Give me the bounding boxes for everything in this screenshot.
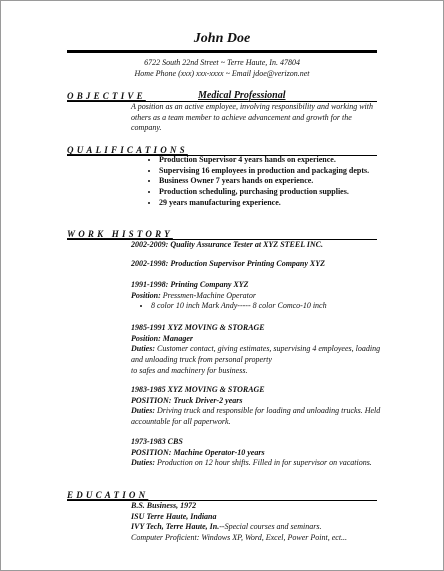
education-block [131,501,391,543]
work-history-heading: WORK HISTORY [67,229,173,239]
job-duties: Duties: Customer contact, giving estimates, supervising 4 employees, loading and unloading truck from personal property [131,344,381,365]
job-bullets [131,301,391,312]
education-school: ISU Terre Haute, Indiana [131,511,217,521]
job-bullet: • 8 color 10 inch Mark Andy----- 8 color Comco-10 inch [151,301,391,312]
education-heading: EDUCATION [67,490,149,500]
job-entry [131,437,391,469]
job-entry [131,385,391,428]
job-entry [131,240,391,251]
contact-line: Home Phone (xxx) xxx-xxxx ~ Email jdoe@verizon.net [134,69,310,78]
qualifications-list [131,155,419,209]
objective-title: Medical Professional [198,90,286,101]
qualification-item: • Production scheduling, purchasing production supplies. [159,187,419,198]
job-duties: Duties: Driving truck and responsible for loading and unloading trucks. Held accountable for all paperwork. [131,406,381,427]
qualification-item: • Business Owner 7 years hands on experience. [159,176,419,187]
job-title: 1991-1998: Printing Company XYZ [131,280,249,289]
job-title: 1983-1985 XYZ MOVING & STORAGE [131,385,265,394]
job-title: 1973-1983 CBS [131,437,183,446]
education-courses: IVY Tech, Terre Haute, In.--Special courses and seminars. [131,522,322,531]
job-entry [131,280,391,312]
applicant-name: John Doe [193,31,251,46]
job-position: Position: Manager [131,333,194,343]
objective-heading: OBJECTIVE [67,91,146,101]
job-duties: Duties: Production on 12 hour shifts. Filled in for supervisor on vacations. [131,458,372,468]
job-position: POSITION: Machine Operator-10 years [131,447,265,457]
job-entry [131,259,391,270]
job-title: 1985-1991 XYZ MOVING & STORAGE [131,323,265,332]
job-title: 2002-2009: Quality Assurance Tester at XYZ STEEL INC. [131,240,324,249]
header-rule [67,50,377,53]
qualification-item: • 29 years manufacturing experience. [159,198,419,209]
job-duties-cont: to safes and machinery for business. [131,365,248,375]
job-position: Position: Pressmen-Machine Operator [131,290,257,300]
job-position: POSITION: Truck Driver-2 years [131,395,243,405]
qualifications-heading: QUALIFICATIONS [67,145,188,155]
qualification-item: • Production Supervisor 4 years hands on experience. [159,155,419,166]
education-degree: B.S. Business, 1972 [131,501,197,510]
qualification-item: • Supervising 16 employees in production and packaging depts. [159,166,419,177]
objective-text: A position as an active employee, involving responsibility and working with others as a team member to achieve advancement and growth for the company. [131,102,373,132]
job-title: 2002-1998: Production Supervisor Printing Company XYZ [131,259,326,268]
education-computer-skills: Computer Proficient: Windows XP, Word, Excel, Power Point, ect... [131,532,348,542]
job-entry [131,323,391,377]
address-line: 6722 South 22nd Street ~ Terre Haute, In. 47804 [144,58,300,67]
